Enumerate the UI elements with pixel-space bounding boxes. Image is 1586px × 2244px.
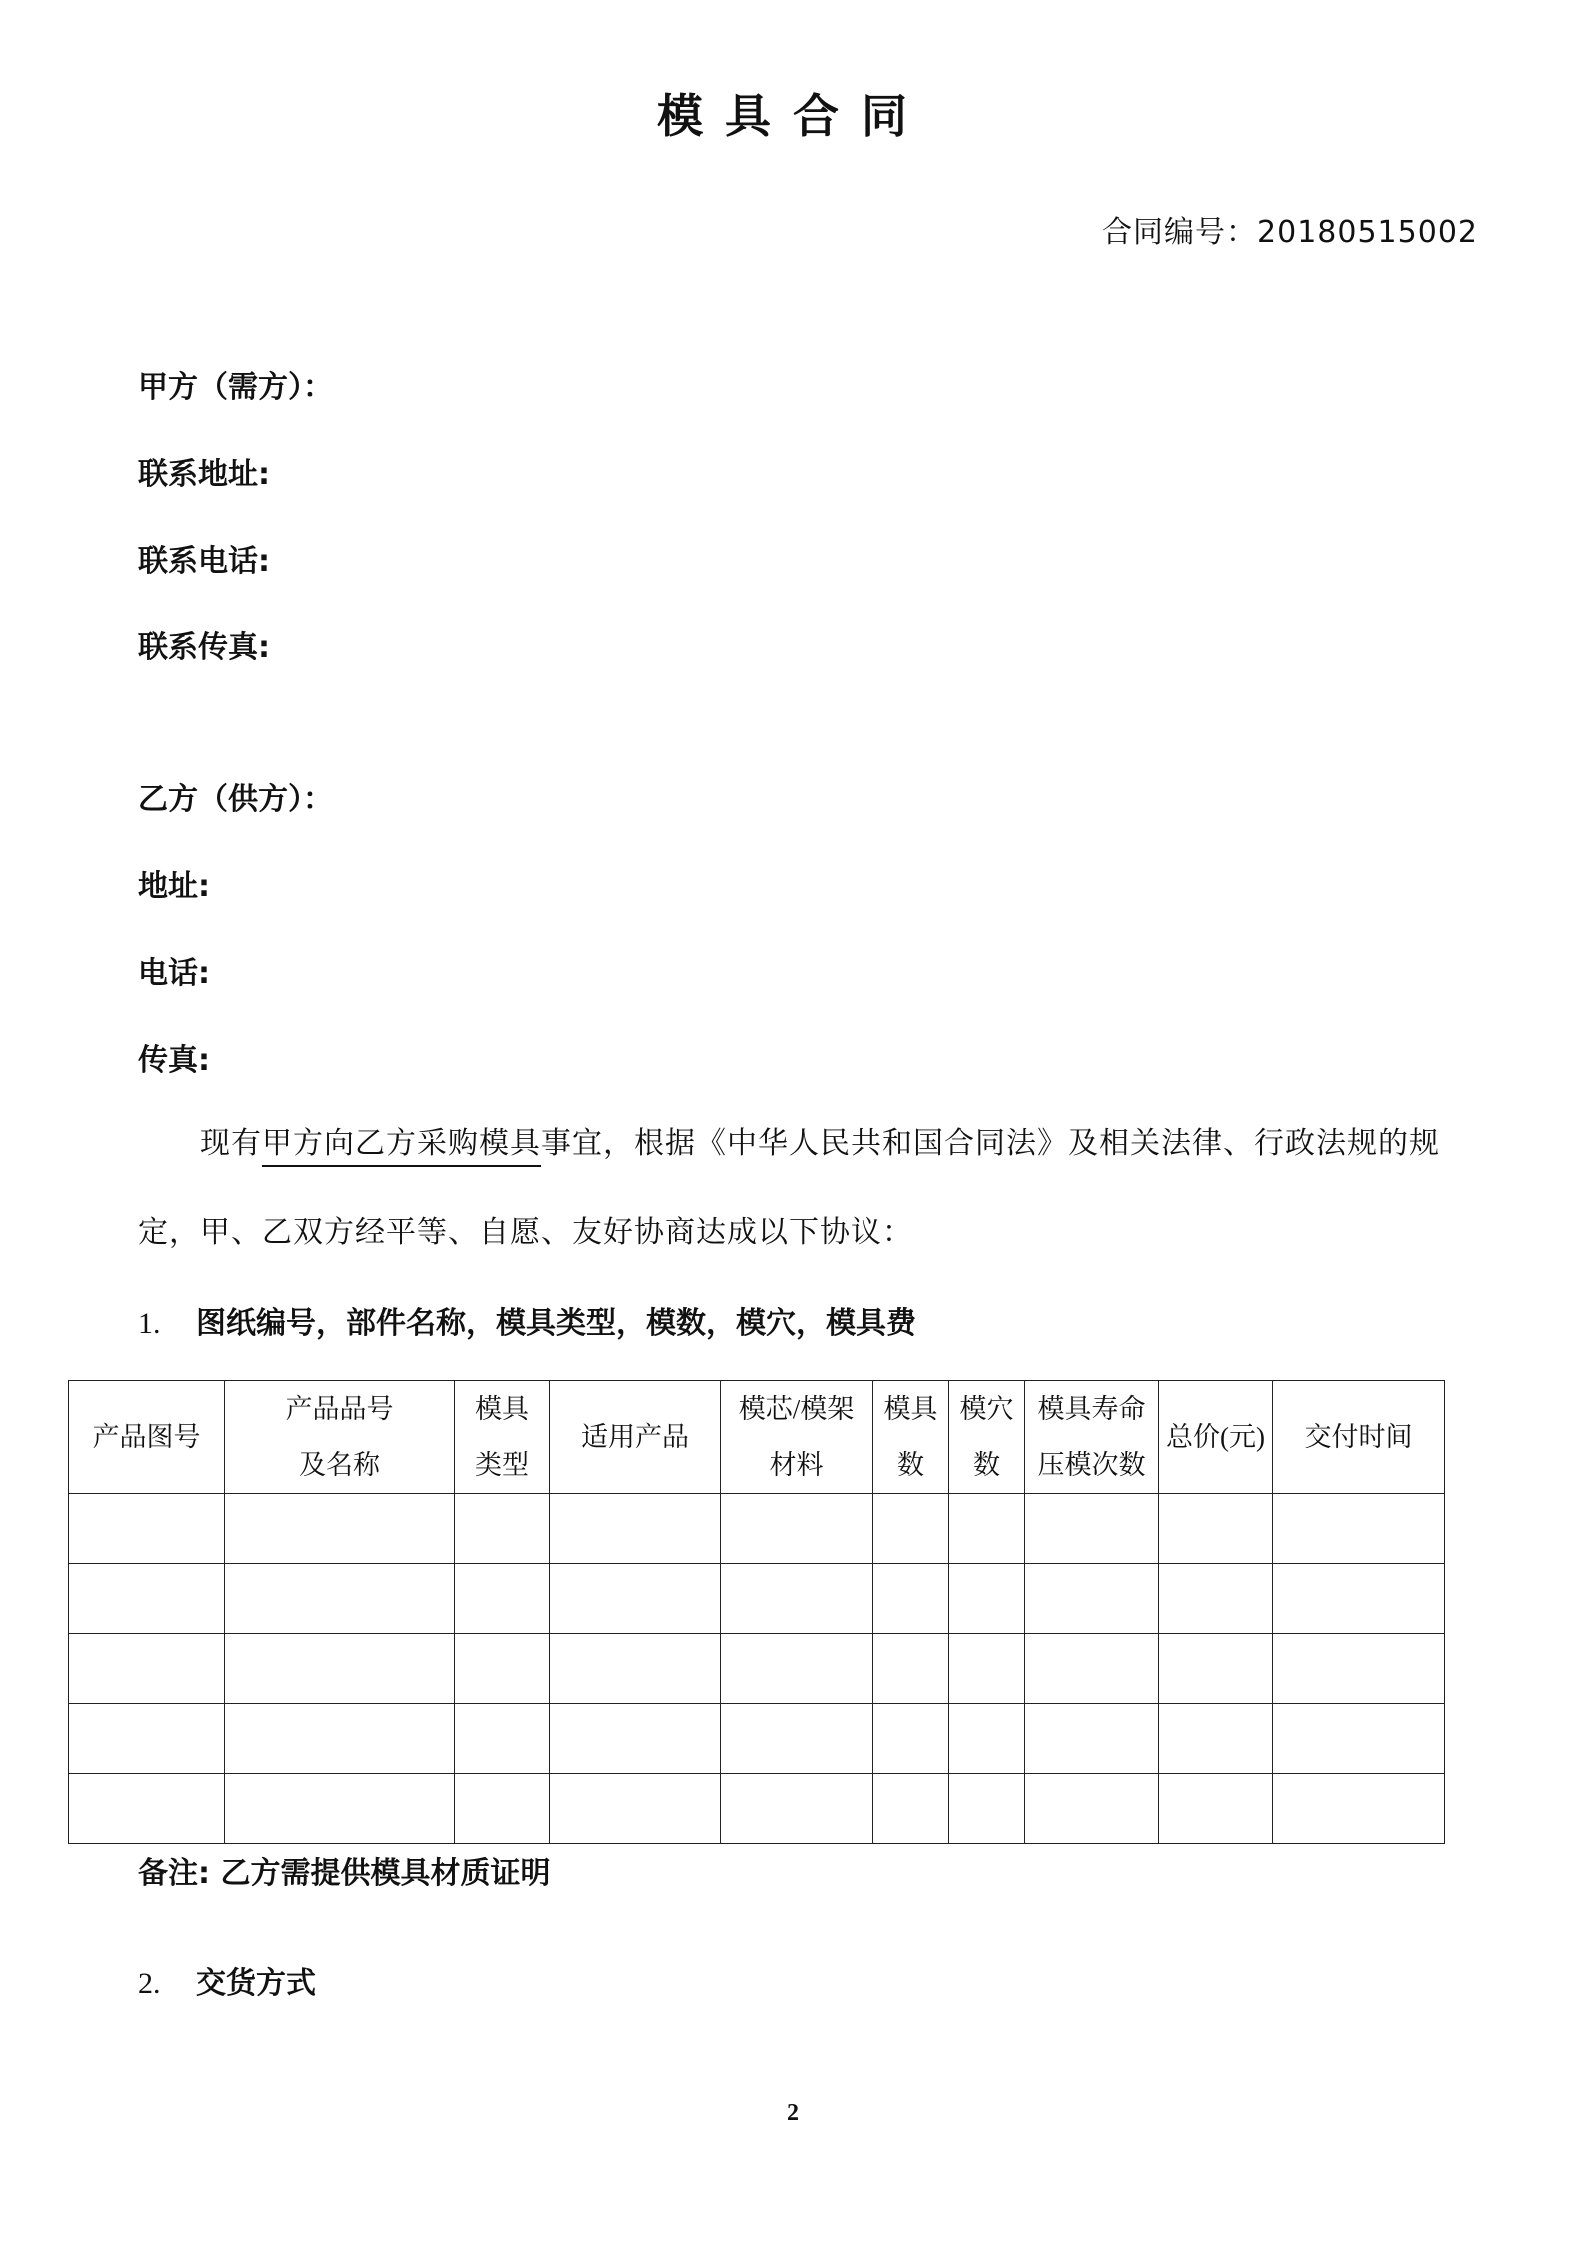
table-header-cell: [873, 1381, 949, 1494]
table-row: [69, 1634, 1445, 1704]
table-cell: [455, 1634, 550, 1704]
table-cell: [949, 1634, 1025, 1704]
table-header-text: 产品品号: [285, 1394, 394, 1424]
table-cell: [455, 1704, 550, 1774]
party-b-address-label: 地址:: [138, 869, 210, 904]
table-cell: [1273, 1774, 1445, 1844]
table-cell: [1025, 1494, 1159, 1564]
table-cell: [69, 1494, 225, 1564]
table-header-cell: [949, 1381, 1025, 1494]
table-cell: [949, 1774, 1025, 1844]
table-header-cell: [1273, 1381, 1445, 1494]
table-cell: [873, 1774, 949, 1844]
section-1-title: 图纸编号，部件名称，模具类型，模数，模穴，模具费: [196, 1306, 916, 1341]
table-cell: [949, 1564, 1025, 1634]
table-cell: [721, 1634, 873, 1704]
intro-prefix: 现有: [200, 1126, 262, 1161]
table-cell: [1159, 1494, 1273, 1564]
table-header-text: 模具寿命: [1037, 1394, 1146, 1424]
table-cell: [225, 1564, 455, 1634]
table-cell: [1159, 1774, 1273, 1844]
table-cell: [949, 1704, 1025, 1774]
section-2-heading: [138, 1958, 316, 2002]
party-b-heading: 乙方（供方）：: [138, 782, 333, 817]
table-cell: [873, 1704, 949, 1774]
table-header-text: 总价(元): [1166, 1422, 1265, 1452]
table-cell: [455, 1564, 550, 1634]
intro-paragraph-line2: 定，甲、乙双方经平等、自愿、友好协商达成以下协议：: [138, 1215, 913, 1250]
table-cell: [721, 1494, 873, 1564]
remark: 备注: 乙方需提供模具材质证明: [138, 1856, 551, 1891]
table-cell: [225, 1774, 455, 1844]
table-cell: [1159, 1634, 1273, 1704]
table-cell: [1159, 1564, 1273, 1634]
party-b-phone-label: 电话:: [138, 956, 210, 991]
table-cell: [1273, 1634, 1445, 1704]
section-1-heading: [138, 1298, 916, 1342]
page-number: 2: [787, 2100, 799, 2126]
table-header-text: 模具: [883, 1394, 938, 1424]
table-header-text: 类型: [475, 1450, 529, 1480]
table-header-cell: [225, 1381, 455, 1494]
table-cell: [225, 1634, 455, 1704]
table-cell: [721, 1564, 873, 1634]
party-a-phone-label: 联系电话:: [138, 544, 270, 579]
table-header-cell: [1025, 1381, 1159, 1494]
table-header-cell: [721, 1381, 873, 1494]
table-cell: [1273, 1494, 1445, 1564]
table-header-text: 及名称: [299, 1450, 380, 1480]
table-cell: [721, 1774, 873, 1844]
table-cell: [69, 1634, 225, 1704]
table-cell: [69, 1774, 225, 1844]
table-cell: [1025, 1634, 1159, 1704]
table-cell: [1273, 1564, 1445, 1634]
table-cell: [721, 1704, 873, 1774]
table-cell: [873, 1494, 949, 1564]
table-cell: [1025, 1704, 1159, 1774]
intro-rest: 事宜，根据《中华人民共和国合同法》及相关法律、行政法规的规: [541, 1126, 1440, 1161]
table-cell: [225, 1704, 455, 1774]
mold-table: [68, 1380, 1445, 1844]
table-header-text: 数: [897, 1450, 924, 1480]
table-header-text: 产品图号: [92, 1422, 201, 1452]
table-header-text: 适用产品: [581, 1422, 689, 1452]
table-cell: [550, 1774, 721, 1844]
table-cell: [873, 1564, 949, 1634]
table-row: [69, 1774, 1445, 1844]
party-b-fax-label: 传真:: [138, 1043, 210, 1078]
intro-paragraph-line1: [200, 1118, 1440, 1162]
table-cell: [873, 1634, 949, 1704]
contract-number: 合同编号：20180515002: [1102, 215, 1478, 250]
party-a-heading: 甲方（需方）：: [138, 370, 333, 405]
table-cell: [455, 1774, 550, 1844]
section-2-number: 2.: [138, 1967, 161, 2000]
party-a-address-label: 联系地址:: [138, 457, 270, 492]
table-header-cell: [69, 1381, 225, 1494]
table-header-text: 模芯/模架: [738, 1394, 855, 1424]
table-row: [69, 1564, 1445, 1634]
section-2-title: 交货方式: [196, 1966, 316, 2001]
table-header-text: 压模次数: [1037, 1450, 1146, 1480]
table-header-row: [69, 1381, 1445, 1494]
table-header-cell: [550, 1381, 721, 1494]
table-header-text: 数: [973, 1450, 1000, 1480]
table-body: [69, 1494, 1445, 1844]
table-header-text: 材料: [769, 1450, 824, 1480]
table-cell: [225, 1494, 455, 1564]
table-cell: [69, 1564, 225, 1634]
table-cell: [550, 1494, 721, 1564]
table-header-text: 交付时间: [1304, 1422, 1413, 1452]
table-cell: [455, 1494, 550, 1564]
table-cell: [69, 1704, 225, 1774]
section-1-number: 1.: [138, 1307, 161, 1340]
table-header-text: 模具: [475, 1394, 529, 1424]
table-header-cell: [455, 1381, 550, 1494]
table-cell: [1273, 1704, 1445, 1774]
document-title: 模具合同: [657, 89, 929, 143]
table-cell: [550, 1564, 721, 1634]
table-cell: [1025, 1564, 1159, 1634]
table-header-cell: [1159, 1381, 1273, 1494]
table-header-text: 模穴: [959, 1394, 1014, 1424]
table-row: [69, 1494, 1445, 1564]
table-cell: [1025, 1774, 1159, 1844]
table-cell: [550, 1634, 721, 1704]
table-cell: [949, 1494, 1025, 1564]
party-a-fax-label: 联系传真:: [138, 630, 270, 665]
table-cell: [1159, 1704, 1273, 1774]
table-row: [69, 1704, 1445, 1774]
table-cell: [550, 1704, 721, 1774]
intro-underlined-phrase: 甲方向乙方采购模具: [262, 1126, 541, 1167]
